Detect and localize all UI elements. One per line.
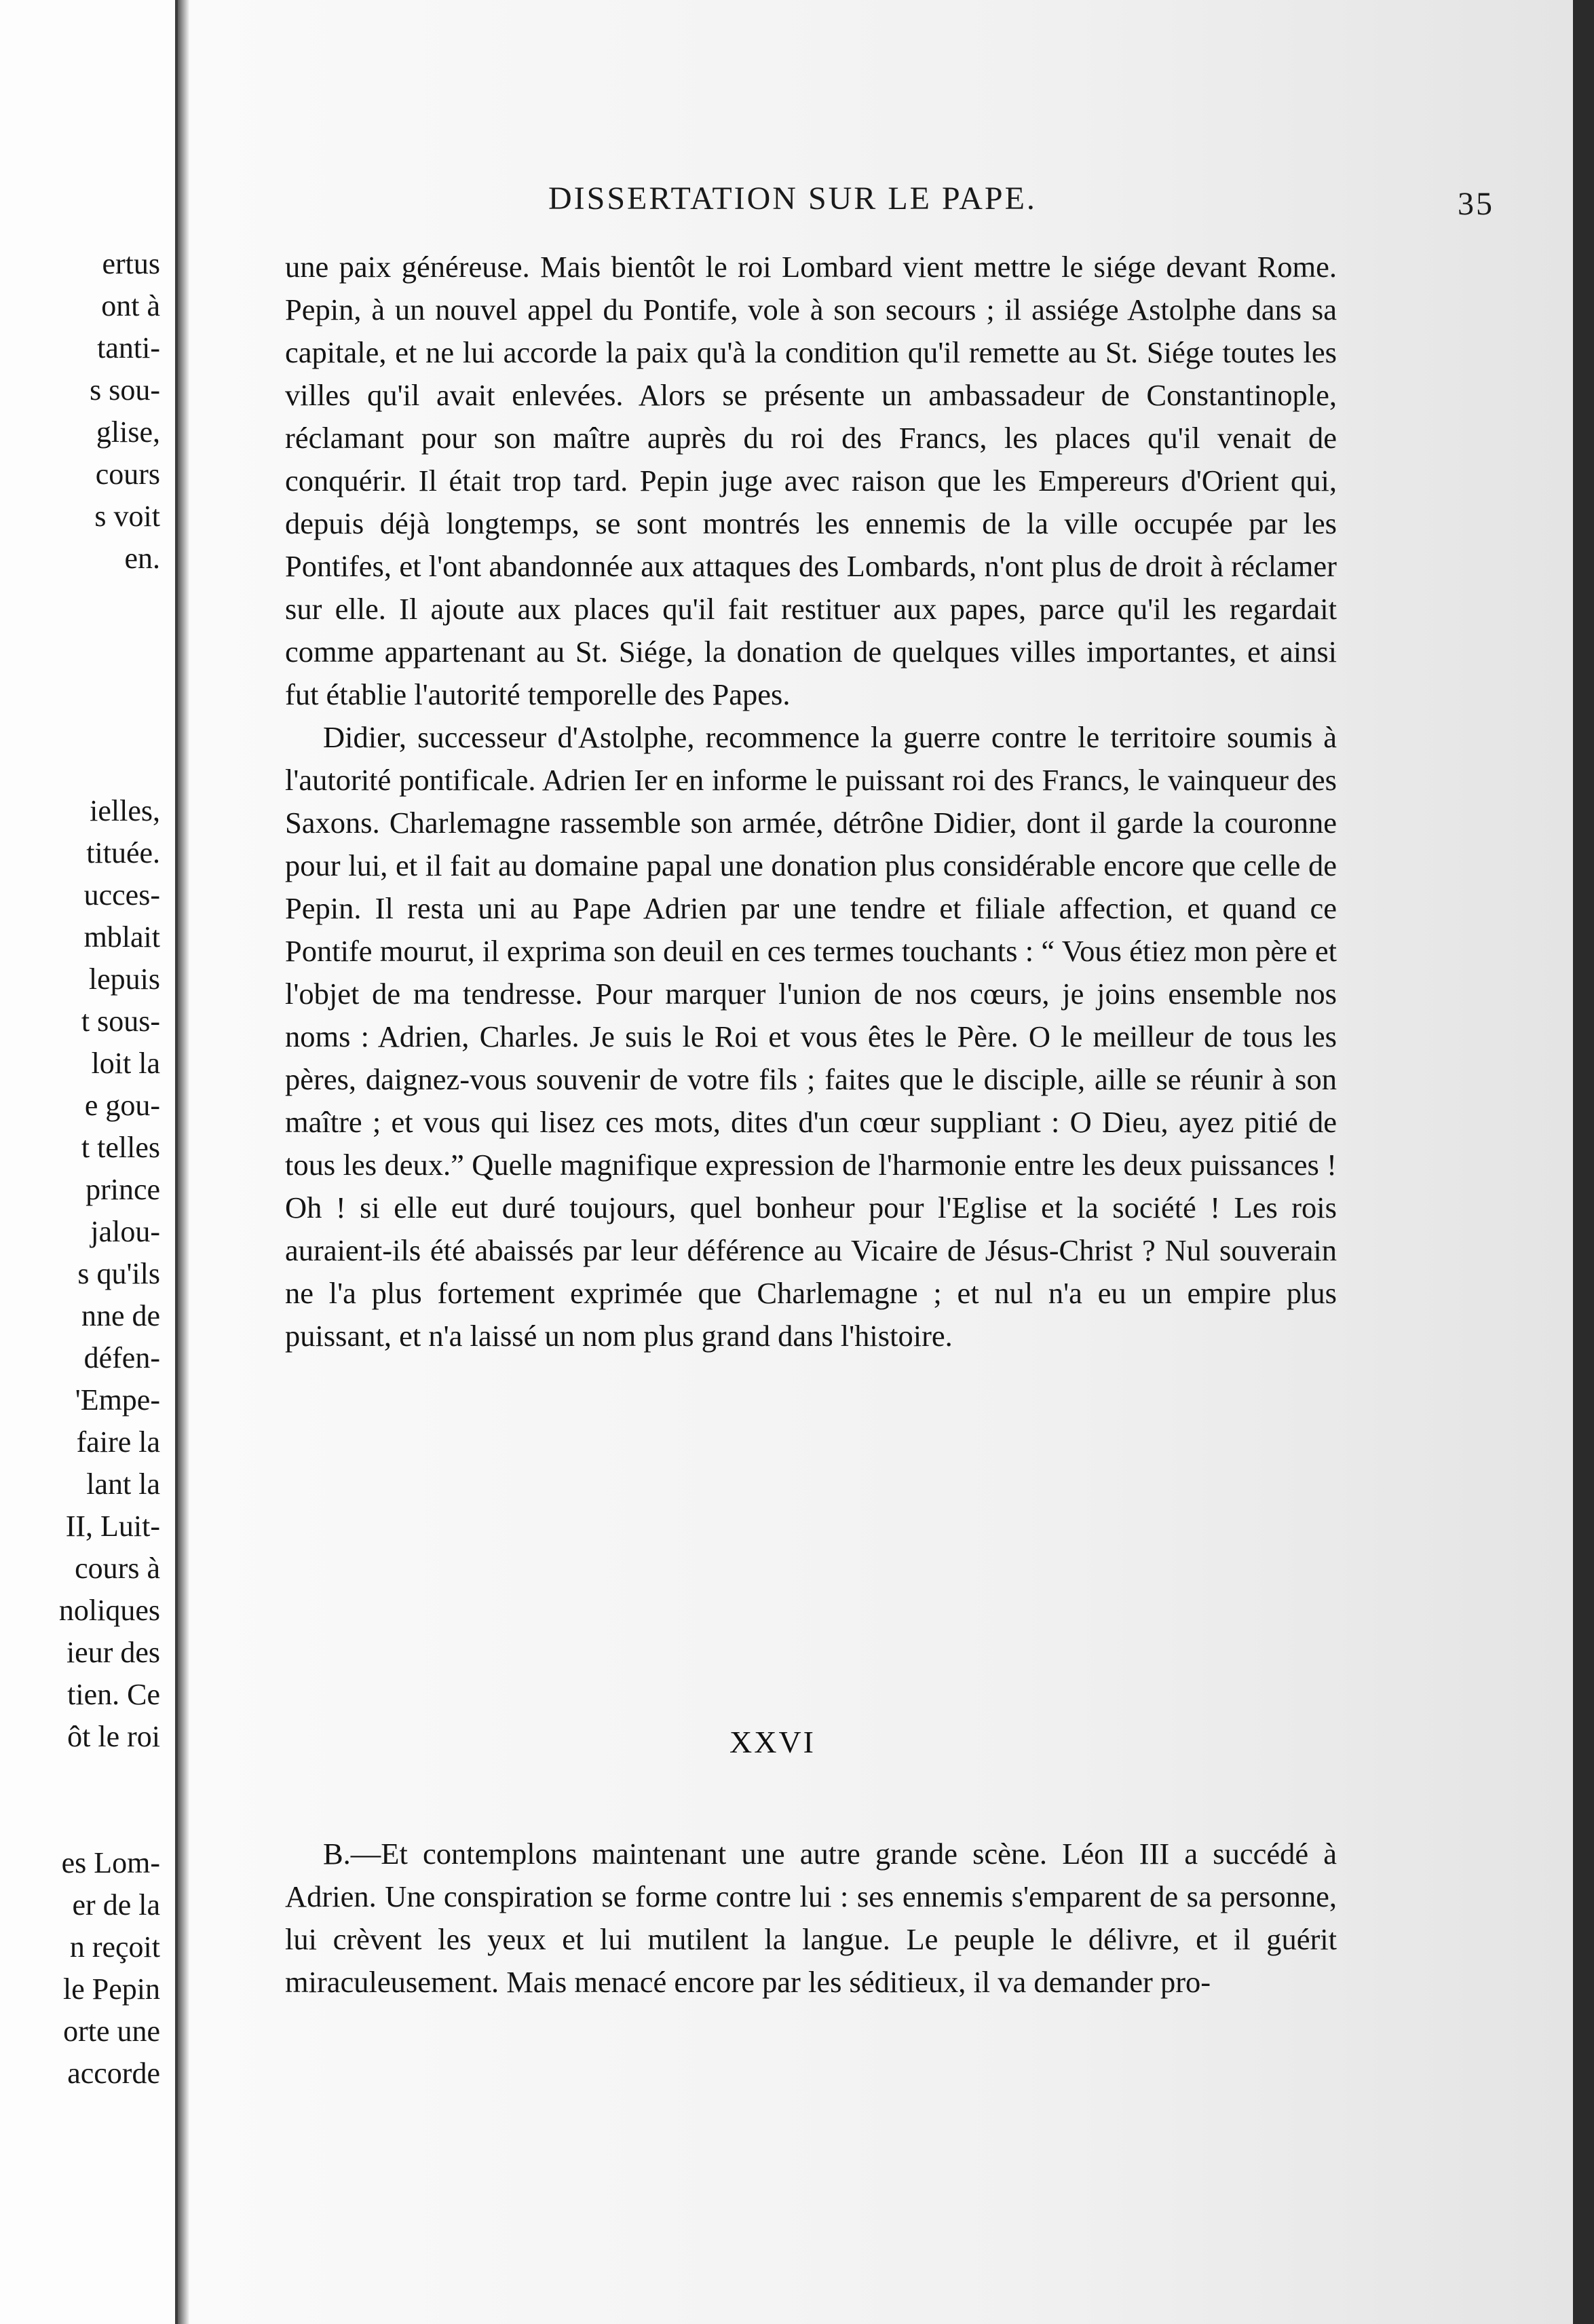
main-text-top xyxy=(285,246,1337,1357)
previous-page-line: tien. Ce xyxy=(67,1678,160,1711)
running-title: DISSERTATION SUR LE PAPE. xyxy=(548,181,1037,217)
previous-page-text xyxy=(59,243,160,2095)
previous-page-line: cours xyxy=(95,457,160,491)
previous-page-line: e gou- xyxy=(84,1089,160,1122)
previous-page-line xyxy=(59,664,160,706)
previous-page-line: tituée. xyxy=(86,836,160,869)
previous-page-line: faire la xyxy=(76,1425,160,1459)
previous-page-line: loit la xyxy=(91,1047,160,1080)
section-number: XXVI xyxy=(729,1725,816,1759)
previous-page-line xyxy=(59,706,160,748)
previous-page-line: défen- xyxy=(83,1341,160,1374)
previous-page-line: mblait xyxy=(83,920,160,954)
previous-page-line: 'Empe- xyxy=(75,1383,160,1417)
previous-page-line: t telles xyxy=(81,1131,160,1164)
paragraph-2: Didier, successeur d'Astolphe, recommence la guerre contre le territoire soumis à l'autorité pontificale. Adrien Ier en informe le puissant roi des Francs, le vainqueur des Saxons. Charlemagne rassemble son armée, détrône Didier, dont il garde la couronne pour lui, et il fait au domaine papal une donation plus considérable encore que celle de Pepin. Il resta uni au Pape Adrien par une tendre et filiale affection, et quand ce Pontife mourut, il exprima son deuil en ces termes touchants : “ Vous étiez mon père et l'objet de ma tendresse. Pour marquer l'union de nos cœurs, je joins ensemble nos noms : Adrien, Charles. Je suis le Roi et vous êtes le Père. O le meilleur de tous les pères, daignez-vous souvenir de votre fils ; faites que le disciple, aille se réunir à son maître ; et vous qui lisez ces mots, dites d'un cœur suppliant : O Dieu, ayez pitié de tous les deux.” Quelle magnifique expression de l'harmonie entre les deux puissances ! Oh ! si elle eut duré toujours, quel bonheur pour l'Eglise et la société ! Les rois auraient-ils été abaissés par leur déférence au Vicaire de Jésus-Christ ? Nul souverain ne l'a plus fortement exprimée que Charlemagne ; et nul n'a eu un empire plus puissant, et n'a laissé un nom plus grand dans l'histoire. xyxy=(285,720,1337,1353)
previous-page-line: en. xyxy=(124,542,160,575)
previous-page-line xyxy=(59,580,160,622)
previous-page-line: tanti- xyxy=(97,331,160,364)
previous-page-line: s voit xyxy=(94,500,160,533)
previous-page-line: noliques xyxy=(58,1594,160,1627)
previous-page-line: cours à xyxy=(75,1552,160,1585)
previous-page-edge xyxy=(0,0,178,2324)
previous-page-line: glise, xyxy=(96,415,160,449)
previous-page-line: orte une xyxy=(63,2014,160,2048)
previous-page-line xyxy=(59,1800,160,1842)
previous-page-line: II, Luit- xyxy=(65,1510,160,1543)
previous-page-line: ielles, xyxy=(90,794,160,827)
previous-page-line: t sous- xyxy=(81,1005,160,1038)
previous-page-line: accorde xyxy=(67,2057,160,2090)
previous-page-line xyxy=(59,748,160,790)
previous-page-line: ôt le roi xyxy=(67,1720,160,1753)
main-text-bottom xyxy=(285,1833,1337,2004)
previous-page-line: le Pepin xyxy=(63,1972,160,2006)
previous-page-line: nne de xyxy=(81,1299,160,1332)
previous-page-line: lant la xyxy=(86,1467,160,1501)
previous-page-line: ucces- xyxy=(83,878,160,912)
previous-page-line: lepuis xyxy=(88,962,160,996)
previous-page-line: prince xyxy=(86,1173,160,1206)
paragraph-3: B.—Et contemplons maintenant une autre grande scène. Léon III a succédé à Adrien. Une conspiration se forme contre lui : ses ennemis s'emparent de sa personne, lui crèvent les yeux et lui mutilent la langue. Le peuple le délivre, et il guérit miraculeusement. Mais menacé encore par les séditieux, il va demander pro- xyxy=(285,1837,1337,1999)
previous-page-line xyxy=(59,1758,160,1800)
previous-page-line: ertus xyxy=(102,247,160,280)
page xyxy=(190,0,1573,2324)
previous-page-line: ieur des xyxy=(66,1636,160,1669)
scan-edge xyxy=(1573,0,1594,2324)
previous-page-line xyxy=(59,622,160,664)
page-number: 35 xyxy=(1458,186,1494,222)
previous-page-line: ont à xyxy=(101,289,160,322)
previous-page-line: s qu'ils xyxy=(77,1257,160,1290)
paragraph-1: une paix généreuse. Mais bientôt le roi Lombard vient mettre le siége devant Rome. Pepin, à un nouvel appel du Pontife, vole à son secours ; il assiége Astolphe dans sa capitale, et ne lui accorde la paix qu'à la condition qu'il remette au St. Siége toutes les villes qu'il avait enlevées. Alors se présente un ambassadeur de Constantinople, réclamant pour son maître auprès du roi des Francs, les places qu'il venait de conquérir. Il était trop tard. Pepin juge avec raison que les Empereurs d'Orient qui, depuis déjà longtemps, se sont montrés les ennemis de la ville occupée par les Pontifes, et l'ont abandonnée aux attaques des Lombards, n'ont plus de droit à réclamer sur elle. Il ajoute aux places qu'il fait restituer aux papes, parce qu'il les regardait comme appartenant au St. Siége, la donation de quelques villes importantes, et ainsi fut établie l'autorité temporelle des Papes. xyxy=(285,250,1337,711)
previous-page-line: n reçoit xyxy=(69,1930,160,1964)
previous-page-line: er de la xyxy=(72,1888,160,1922)
previous-page-line: es Lom- xyxy=(61,1846,160,1879)
gutter-shadow xyxy=(178,0,190,2324)
previous-page-line: jalou- xyxy=(90,1215,160,1248)
previous-page-line: s sou- xyxy=(90,373,160,407)
